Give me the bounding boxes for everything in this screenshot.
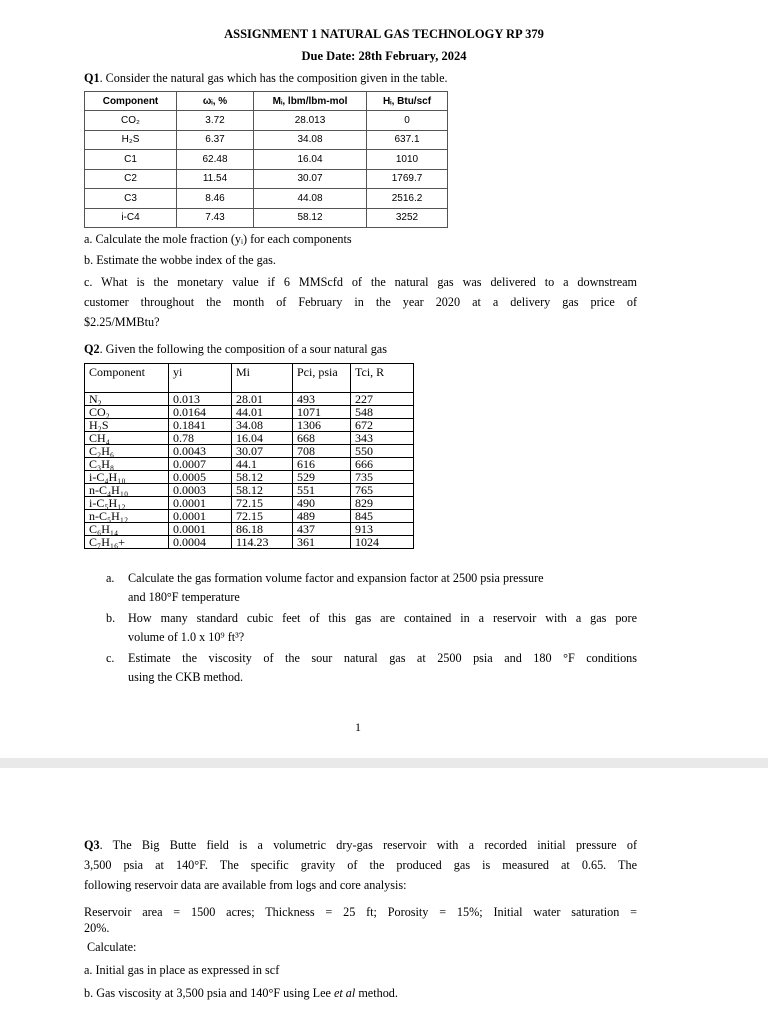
table-cell: 735: [351, 471, 414, 484]
table-cell: C1: [85, 150, 177, 170]
q3-part-b: [84, 986, 398, 1001]
q1-composition-table: [84, 91, 448, 228]
table-header-row: [85, 364, 414, 393]
column-header: ωᵢ, %: [177, 92, 254, 111]
table-cell: 58.12: [232, 471, 293, 484]
table-cell: CO₂: [85, 111, 177, 131]
table-row: [85, 536, 414, 549]
table-cell: 34.08: [254, 130, 367, 150]
table-row: [85, 208, 448, 228]
column-header: Mi: [232, 364, 293, 393]
table-cell: 343: [351, 432, 414, 445]
column-header: yi: [169, 364, 232, 393]
table-cell: 666: [351, 458, 414, 471]
table-cell: n-C₄H₁₀: [85, 484, 169, 497]
table-row: [85, 458, 414, 471]
q2-intro: [84, 342, 387, 357]
table-cell: 637.1: [367, 130, 448, 150]
q2-part-b-label: b.: [106, 611, 116, 625]
q1-part-c-line-1: c. What is the monetary value if 6 MMScfd of the natural gas was delivered to a downstream: [84, 275, 637, 289]
table-cell: 2516.2: [367, 189, 448, 209]
q2-part-a-line-2: and 180°F temperature: [128, 590, 240, 604]
table-cell: i-C4: [85, 208, 177, 228]
table-row: [85, 484, 414, 497]
q1-intro: [84, 71, 448, 86]
table-cell: 0.0004: [169, 536, 232, 549]
table-cell: n-C₅H₁₂: [85, 510, 169, 523]
table-cell: C₂H₆: [85, 445, 169, 458]
table-row: [85, 510, 414, 523]
table-row: [85, 393, 414, 406]
q3-line-2: 3,500 psia at 140°F. The specific gravity of the produced gas is measured at 0.65. The: [84, 858, 637, 872]
table-cell: 1010: [367, 150, 448, 170]
column-header: Component: [85, 364, 169, 393]
q1-text: . Consider the natural gas which has the composition given in the table.: [99, 71, 448, 85]
table-cell: 28.013: [254, 111, 367, 131]
column-header: Tci, R: [351, 364, 414, 393]
table-cell: 529: [293, 471, 351, 484]
table-cell: 227: [351, 393, 414, 406]
table-cell: 616: [293, 458, 351, 471]
table-cell: 0.0001: [169, 523, 232, 536]
table-row: [85, 497, 414, 510]
table-cell: 0.0001: [169, 497, 232, 510]
table-cell: 3.72: [177, 111, 254, 131]
table-cell: 1024: [351, 536, 414, 549]
table-cell: N₂: [85, 393, 169, 406]
table-cell: 672: [351, 419, 414, 432]
q3-part-b-prefix: b. Gas viscosity at 3,500 psia and 140°F using Lee: [84, 986, 334, 1000]
table-cell: 44.1: [232, 458, 293, 471]
table-cell: H₂S: [85, 130, 177, 150]
q2-part-b-line-1: How many standard cubic feet of this gas are contained in a reservoir with a gas pore: [128, 611, 637, 625]
table-cell: 0.0003: [169, 484, 232, 497]
q2-text: . Given the following the composition of a sour natural gas: [99, 342, 387, 356]
table-cell: C₇H₁₆+: [85, 536, 169, 549]
table-row: [85, 189, 448, 209]
table-header-row: [85, 92, 448, 111]
table-cell: 58.12: [254, 208, 367, 228]
assignment-title: ASSIGNMENT 1 NATURAL GAS TECHNOLOGY RP 379: [224, 27, 544, 41]
table-cell: 58.12: [232, 484, 293, 497]
table-cell: 30.07: [254, 169, 367, 189]
table-cell: i-C₄H₁₀: [85, 471, 169, 484]
table-cell: 0.78: [169, 432, 232, 445]
q2-part-c-label: c.: [106, 651, 115, 665]
table-cell: CH₄: [85, 432, 169, 445]
q3-data-line-1: Reservoir area = 1500 acres; Thickness = 25 ft; Porosity = 15%; Initial water saturation =: [84, 905, 637, 919]
table-cell: C₆H₁₄: [85, 523, 169, 536]
q2-part-c-line-1: Estimate the viscosity of the sour natural gas at 2500 psia and 180 °F conditions: [128, 651, 637, 665]
table-cell: 550: [351, 445, 414, 458]
table-row: [85, 130, 448, 150]
table-cell: 0.1841: [169, 419, 232, 432]
q3-calculate: Calculate:: [87, 940, 137, 954]
table-row: [85, 150, 448, 170]
table-row: [85, 432, 414, 445]
q3-text: . The Big Butte field is a volumetric dry-gas reservoir with a recorded initial pressure of: [99, 838, 637, 852]
table-cell: 0.013: [169, 393, 232, 406]
table-row: [85, 169, 448, 189]
q2-part-c-line-2: using the CKB method.: [128, 670, 244, 684]
table-cell: 361: [293, 536, 351, 549]
table-cell: 489: [293, 510, 351, 523]
table-cell: 86.18: [232, 523, 293, 536]
q3-line-3: following reservoir data are available from logs and core analysis:: [84, 878, 407, 892]
q2-composition-table: [84, 363, 414, 549]
table-cell: 1071: [293, 406, 351, 419]
table-cell: C₃H₈: [85, 458, 169, 471]
q2-part-b-line-2: volume of 1.0 x 10⁹ ft³?: [128, 630, 245, 644]
due-date: Due Date: 28th February, 2024: [301, 49, 467, 63]
table-cell: 0.0005: [169, 471, 232, 484]
table-cell: 62.48: [177, 150, 254, 170]
table-cell: 490: [293, 497, 351, 510]
table-cell: 0.0001: [169, 510, 232, 523]
table-cell: 44.08: [254, 189, 367, 209]
table-cell: 1769.7: [367, 169, 448, 189]
column-header: Mᵢ, lbm/lbm-mol: [254, 92, 367, 111]
table-cell: CO₂: [85, 406, 169, 419]
table-cell: 44.01: [232, 406, 293, 419]
table-cell: 8.46: [177, 189, 254, 209]
table-cell: 1306: [293, 419, 351, 432]
q3-data-line-2: 20%.: [84, 921, 110, 935]
q1-part-b: b. Estimate the wobbe index of the gas.: [84, 253, 276, 267]
table-cell: 3252: [367, 208, 448, 228]
table-cell: 16.04: [232, 432, 293, 445]
table-row: [85, 406, 414, 419]
document-page-2: [0, 768, 768, 1024]
q2-part-a-line-1: Calculate the gas formation volume factor and expansion factor at 2500 psia pressure: [128, 571, 544, 585]
page-number: 1: [355, 720, 361, 734]
q3-part-a: a. Initial gas in place as expressed in scf: [84, 963, 280, 977]
table-cell: 0.0007: [169, 458, 232, 471]
table-cell: 551: [293, 484, 351, 497]
table-cell: 668: [293, 432, 351, 445]
table-cell: H₂S: [85, 419, 169, 432]
table-cell: 765: [351, 484, 414, 497]
q3-line-1: [84, 838, 637, 853]
column-header: Component: [85, 92, 177, 111]
column-header: Pci, psia: [293, 364, 351, 393]
table-cell: 72.15: [232, 497, 293, 510]
table-cell: 845: [351, 510, 414, 523]
table-cell: 72.15: [232, 510, 293, 523]
q3-part-b-suffix: method.: [355, 986, 398, 1000]
table-cell: 913: [351, 523, 414, 536]
table-cell: 11.54: [177, 169, 254, 189]
table-cell: 6.37: [177, 130, 254, 150]
table-cell: 708: [293, 445, 351, 458]
table-cell: 16.04: [254, 150, 367, 170]
table-row: [85, 419, 414, 432]
table-cell: 34.08: [232, 419, 293, 432]
table-cell: C3: [85, 189, 177, 209]
q2-part-a-label: a.: [106, 571, 115, 585]
q1-part-c-line-3: $2.25/MMBtu?: [84, 315, 160, 329]
table-cell: 437: [293, 523, 351, 536]
table-cell: 548: [351, 406, 414, 419]
table-cell: 0.0043: [169, 445, 232, 458]
q1-label: Q1: [84, 71, 100, 85]
table-cell: 7.43: [177, 208, 254, 228]
q1-part-a: a. Calculate the mole fraction (yᵢ) for each components: [84, 232, 352, 246]
table-row: [85, 111, 448, 131]
table-row: [85, 445, 414, 458]
q2-label: Q2: [84, 342, 100, 356]
table-cell: 0: [367, 111, 448, 131]
table-cell: 28.01: [232, 393, 293, 406]
column-header: Hᵢ, Btu/scf: [367, 92, 448, 111]
q1-part-c-line-2: customer throughout the month of February in the year 2020 at a delivery gas price of: [84, 295, 637, 309]
table-cell: 493: [293, 393, 351, 406]
table-cell: 0.0164: [169, 406, 232, 419]
table-cell: 829: [351, 497, 414, 510]
table-cell: 114.23: [232, 536, 293, 549]
table-cell: 30.07: [232, 445, 293, 458]
table-cell: C2: [85, 169, 177, 189]
table-row: [85, 471, 414, 484]
q3-label: Q3: [84, 838, 100, 852]
table-row: [85, 523, 414, 536]
q3-part-b-italic: et al: [333, 986, 356, 1000]
table-cell: i-C₅H₁₂: [85, 497, 169, 510]
